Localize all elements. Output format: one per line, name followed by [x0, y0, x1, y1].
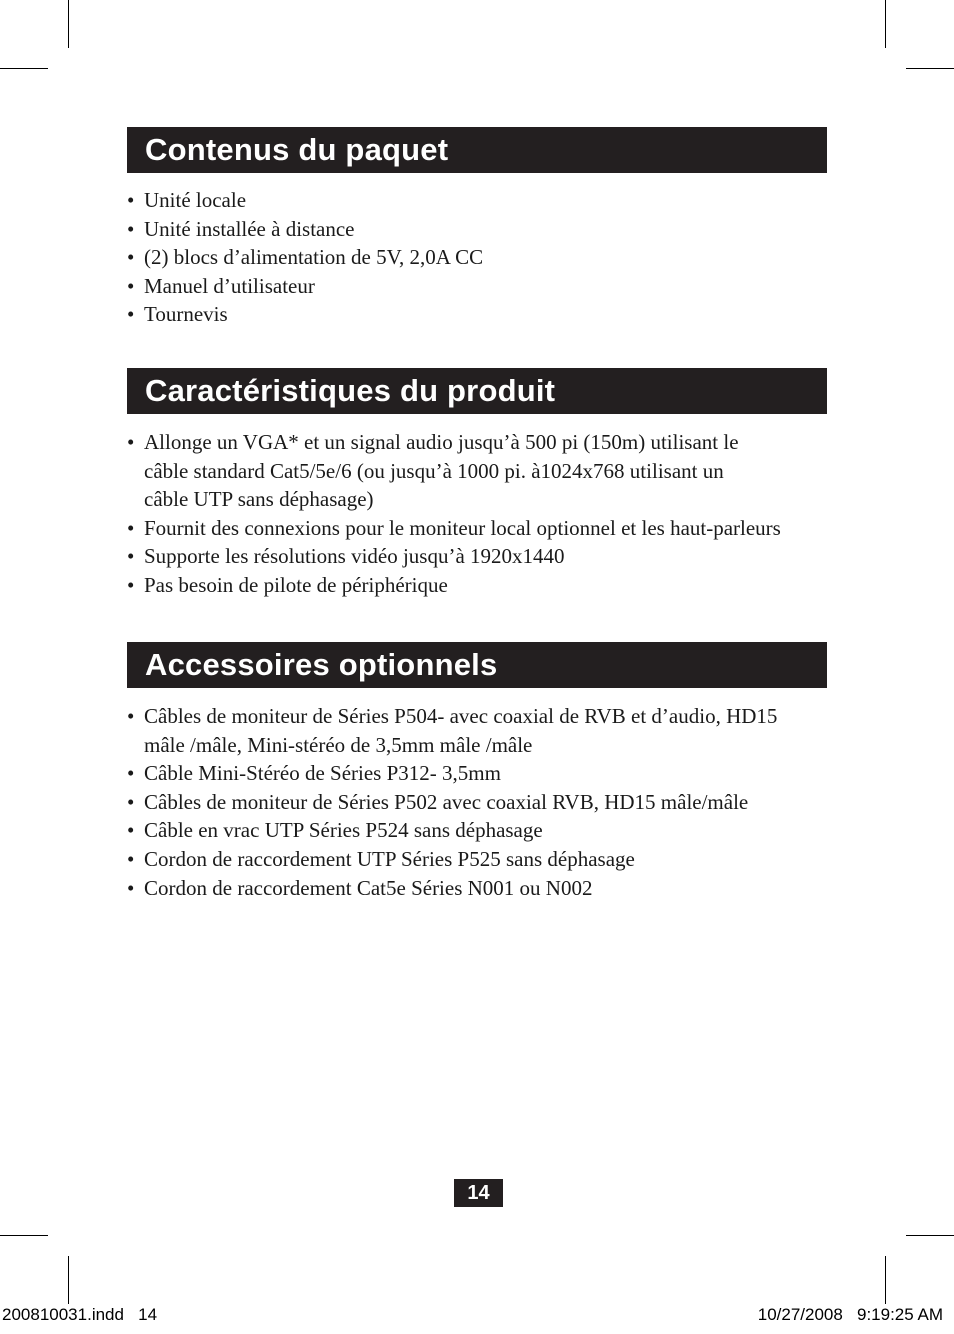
page-number: 14: [467, 1181, 490, 1204]
bullet-icon: •: [127, 245, 135, 270]
package-contents-list: [127, 186, 837, 329]
bullet-icon: •: [127, 273, 135, 298]
bullet-icon: •: [127, 302, 135, 327]
list-item-text: Manuel d’utilisateur: [144, 273, 315, 298]
list-item-text: Câble en vrac UTP Séries P524 sans déphasage: [144, 818, 543, 843]
list-item: [127, 874, 837, 903]
list-item: [127, 702, 837, 759]
list-item: [127, 272, 837, 301]
section-header-accessories: [127, 642, 827, 688]
section-title: Accessoires optionnels: [145, 647, 498, 682]
bullet-icon: •: [127, 846, 135, 871]
list-item-text: Câble Mini-Stéréo de Séries P312- 3,5mm: [144, 761, 501, 786]
section-title: Contenus du paquet: [145, 132, 449, 167]
list-item-text: Supporte les résolutions vidéo jusqu’à 1920x1440: [144, 544, 565, 569]
bullet-icon: •: [127, 216, 135, 241]
list-item-text: câble standard Cat5/5e/6 (ou jusqu’à 1000 pi. à1024x768 utilisant un: [144, 458, 724, 483]
list-item-text: (2) blocs d’alimentation de 5V, 2,0A CC: [144, 245, 484, 270]
crop-mark-top-right-horizontal: [906, 68, 954, 69]
bullet-icon: •: [127, 704, 135, 728]
list-item: [127, 186, 837, 215]
section-header-features: [127, 368, 827, 414]
bullet-icon: •: [127, 789, 135, 814]
list-item: [127, 514, 837, 543]
list-item: [127, 542, 837, 571]
list-item-text: câble UTP sans déphasage): [144, 487, 374, 512]
crop-mark-top-left-vertical: [68, 0, 69, 48]
list-item: [127, 845, 837, 874]
section-title: Caractéristiques du produit: [145, 373, 556, 408]
list-item-text: Unité locale: [144, 188, 247, 212]
list-item-text: Tournevis: [144, 302, 228, 327]
list-item-text: Fournit des connexions pour le moniteur local optionnel et les haut-parleurs: [144, 515, 781, 540]
crop-mark-top-left-horizontal: [0, 68, 48, 69]
list-item: [127, 215, 837, 244]
slug-timestamp: 10/27/2008 9:19:25 AM: [757, 1305, 943, 1324]
list-item: [127, 243, 837, 272]
list-item-text: mâle /mâle, Mini-stéréo de 3,5mm mâle /mâle: [144, 732, 533, 757]
bullet-icon: •: [127, 544, 135, 569]
bullet-icon: •: [127, 761, 135, 786]
features-list: [127, 428, 837, 600]
crop-mark-bottom-right-vertical: [885, 1256, 886, 1304]
list-item-text: Câbles de moniteur de Séries P504- avec coaxial de RVB et d’audio, HD15: [144, 704, 778, 728]
list-item: [127, 428, 837, 514]
list-item-text: Câbles de moniteur de Séries P502 avec coaxial RVB, HD15 mâle/mâle: [144, 789, 749, 814]
bullet-icon: •: [127, 515, 135, 540]
crop-mark-bottom-left-vertical: [68, 1256, 69, 1304]
list-item-text: Unité installée à distance: [144, 216, 355, 241]
crop-mark-bottom-right-horizontal: [906, 1235, 954, 1236]
section-header-package-contents: [127, 127, 827, 173]
bullet-icon: •: [127, 875, 135, 900]
bullet-icon: •: [127, 572, 135, 597]
list-item-text: Cordon de raccordement Cat5e Séries N001 ou N002: [144, 875, 593, 900]
list-item-text: Pas besoin de pilote de périphérique: [144, 572, 448, 597]
list-item-text: Cordon de raccordement UTP Séries P525 sans déphasage: [144, 846, 635, 871]
list-item-text: Allonge un VGA* et un signal audio jusqu’à 500 pi (150m) utilisant le: [144, 430, 739, 454]
page-number-badge: [454, 1179, 503, 1207]
crop-mark-bottom-left-horizontal: [0, 1235, 48, 1236]
bullet-icon: •: [127, 818, 135, 843]
bullet-icon: •: [127, 188, 135, 212]
list-item: [127, 788, 837, 817]
slug-file-info: 200810031.indd 14: [2, 1305, 158, 1324]
list-item: [127, 759, 837, 788]
list-item: [127, 571, 837, 600]
list-item: [127, 300, 837, 329]
bullet-icon: •: [127, 430, 135, 454]
list-item: [127, 816, 837, 845]
crop-mark-top-right-vertical: [885, 0, 886, 48]
accessories-list: [127, 702, 837, 902]
